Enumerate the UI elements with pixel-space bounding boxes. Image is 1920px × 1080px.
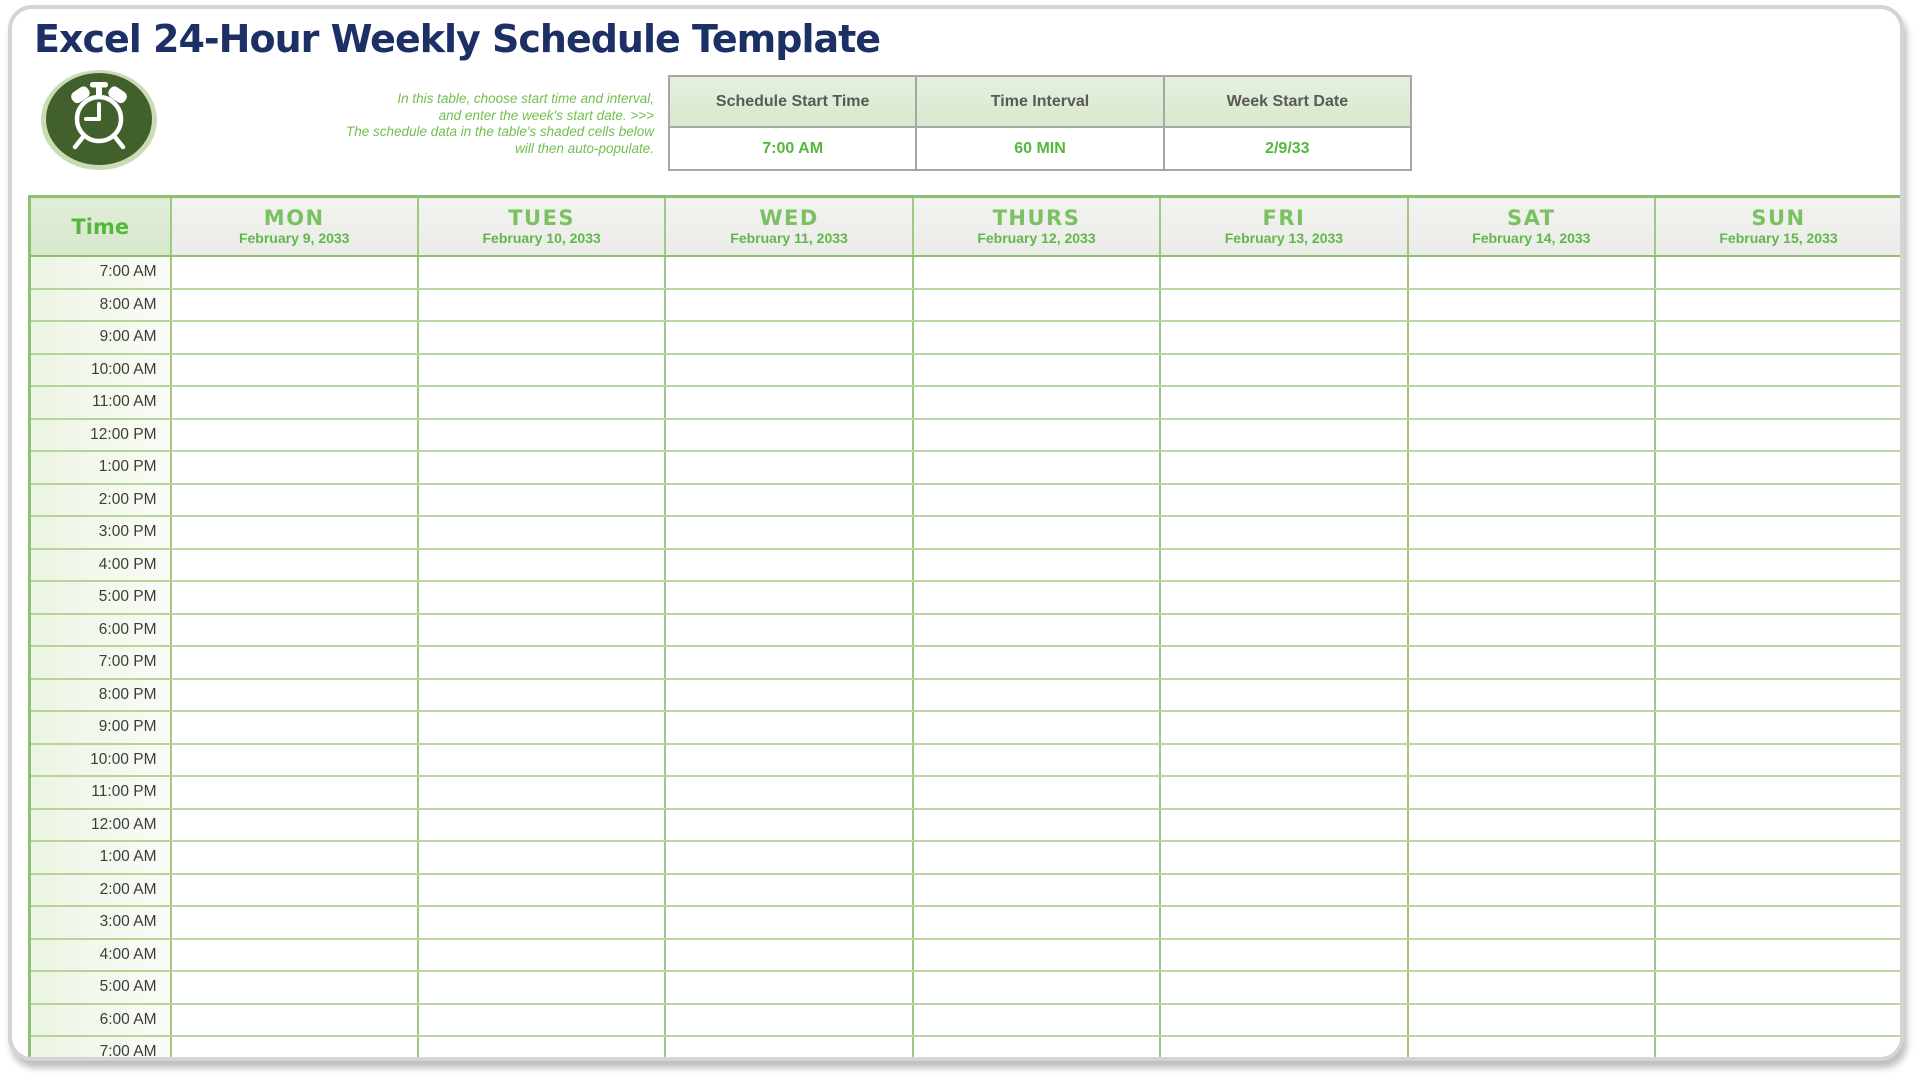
- schedule-slot-wed[interactable]: [665, 711, 912, 744]
- day-header-thurs: [913, 197, 1160, 257]
- schedule-slot-fri[interactable]: [1160, 614, 1407, 647]
- schedule-row: [30, 971, 1903, 1004]
- schedule-slot-sun[interactable]: [1655, 451, 1902, 484]
- schedule-slot-thurs[interactable]: [913, 321, 1160, 354]
- start-time-value-cell[interactable]: 7:00 AM: [669, 127, 916, 170]
- schedule-slot-wed[interactable]: [665, 1036, 912, 1061]
- schedule-slot-wed[interactable]: [665, 386, 912, 419]
- schedule-row: [30, 1004, 1903, 1037]
- schedule-slot-mon[interactable]: [171, 354, 418, 387]
- instructions-note: [302, 91, 654, 157]
- schedule-slot-sat[interactable]: [1408, 776, 1655, 809]
- instructions-line: and enter the week's start date. >>>: [438, 107, 654, 123]
- schedule-slot-wed[interactable]: [665, 549, 912, 582]
- schedule-slot-sat[interactable]: [1408, 354, 1655, 387]
- schedule-slot-wed[interactable]: [665, 256, 912, 289]
- schedule-slot-thurs[interactable]: [913, 581, 1160, 614]
- schedule-slot-sat[interactable]: [1408, 484, 1655, 517]
- schedule-slot-tues[interactable]: [418, 614, 665, 647]
- schedule-slot-sat[interactable]: [1408, 386, 1655, 419]
- time-label: 10:00 AM: [30, 354, 171, 387]
- schedule-slot-fri[interactable]: [1160, 386, 1407, 419]
- schedule-slot-sun[interactable]: [1655, 516, 1902, 549]
- schedule-slot-fri[interactable]: [1160, 549, 1407, 582]
- day-date: February 13, 2033: [1224, 230, 1344, 246]
- day-name: SAT: [1507, 206, 1556, 230]
- schedule-slot-sun[interactable]: [1655, 939, 1902, 972]
- schedule-slot-thurs[interactable]: [913, 484, 1160, 517]
- schedule-slot-mon[interactable]: [171, 906, 418, 939]
- schedule-slot-thurs[interactable]: [913, 939, 1160, 972]
- schedule-row: [30, 809, 1903, 842]
- schedule-slot-tues[interactable]: [418, 321, 665, 354]
- schedule-slot-sun[interactable]: [1655, 809, 1902, 842]
- schedule-slot-wed[interactable]: [665, 614, 912, 647]
- schedule-slot-sun[interactable]: [1655, 256, 1902, 289]
- schedule-slot-mon[interactable]: [171, 744, 418, 777]
- schedule-slot-tues[interactable]: [418, 809, 665, 842]
- schedule-slot-thurs[interactable]: [913, 841, 1160, 874]
- time-label: 2:00 AM: [30, 874, 171, 907]
- interval-value-cell[interactable]: 60 MIN: [916, 127, 1163, 170]
- schedule-slot-mon[interactable]: [171, 256, 418, 289]
- schedule-slot-mon[interactable]: [171, 484, 418, 517]
- day-date: February 9, 2033: [238, 230, 350, 246]
- page-title: Excel 24-Hour Weekly Schedule Template: [34, 17, 881, 61]
- schedule-slot-sun[interactable]: [1655, 744, 1902, 777]
- schedule-slot-sat[interactable]: [1408, 419, 1655, 452]
- schedule-row: [30, 939, 1903, 972]
- time-label: 12:00 PM: [30, 419, 171, 452]
- schedule-slot-wed[interactable]: [665, 776, 912, 809]
- schedule-slot-mon[interactable]: [171, 321, 418, 354]
- schedule-slot-wed[interactable]: [665, 809, 912, 842]
- schedule-row: [30, 321, 1903, 354]
- schedule-slot-fri[interactable]: [1160, 256, 1407, 289]
- schedule-slot-tues[interactable]: [418, 256, 665, 289]
- schedule-row: [30, 289, 1903, 322]
- schedule-slot-sun[interactable]: [1655, 776, 1902, 809]
- schedule-slot-mon[interactable]: [171, 386, 418, 419]
- day-header-sun: [1655, 197, 1902, 257]
- time-label: 12:00 AM: [30, 809, 171, 842]
- time-label: 8:00 PM: [30, 679, 171, 712]
- schedule-slot-wed[interactable]: [665, 939, 912, 972]
- schedule-slot-mon[interactable]: [171, 289, 418, 322]
- schedule-slot-tues[interactable]: [418, 516, 665, 549]
- schedule-slot-sun[interactable]: [1655, 1004, 1902, 1037]
- schedule-slot-thurs[interactable]: [913, 256, 1160, 289]
- schedule-slot-wed[interactable]: [665, 484, 912, 517]
- schedule-row: [30, 841, 1903, 874]
- time-column-header: Time: [30, 197, 171, 257]
- schedule-slot-thurs[interactable]: [913, 289, 1160, 322]
- schedule-slot-fri[interactable]: [1160, 841, 1407, 874]
- schedule-row: [30, 386, 1903, 419]
- schedule-slot-mon[interactable]: [171, 1004, 418, 1037]
- schedule-slot-sun[interactable]: [1655, 581, 1902, 614]
- schedule-slot-fri[interactable]: [1160, 1004, 1407, 1037]
- schedule-slot-tues[interactable]: [418, 939, 665, 972]
- schedule-slot-sat[interactable]: [1408, 581, 1655, 614]
- schedule-slot-sun[interactable]: [1655, 549, 1902, 582]
- schedule-slot-sun[interactable]: [1655, 419, 1902, 452]
- schedule-slot-tues[interactable]: [418, 419, 665, 452]
- schedule-slot-thurs[interactable]: [913, 549, 1160, 582]
- schedule-slot-wed[interactable]: [665, 451, 912, 484]
- schedule-slot-tues[interactable]: [418, 971, 665, 1004]
- day-name: MON: [263, 206, 325, 230]
- schedule-slot-mon[interactable]: [171, 776, 418, 809]
- schedule-slot-sun[interactable]: [1655, 386, 1902, 419]
- schedule-slot-tues[interactable]: [418, 386, 665, 419]
- schedule-slot-tues[interactable]: [418, 744, 665, 777]
- schedule-slot-wed[interactable]: [665, 419, 912, 452]
- schedule-slot-tues[interactable]: [418, 874, 665, 907]
- time-label: 1:00 PM: [30, 451, 171, 484]
- alarm-clock-icon: [38, 67, 160, 173]
- schedule-slot-tues[interactable]: [418, 354, 665, 387]
- schedule-slot-tues[interactable]: [418, 1004, 665, 1037]
- time-label: 8:00 AM: [30, 289, 171, 322]
- time-label: 6:00 AM: [30, 1004, 171, 1037]
- schedule-slot-thurs[interactable]: [913, 776, 1160, 809]
- schedule-slot-fri[interactable]: [1160, 744, 1407, 777]
- schedule-slot-sat[interactable]: [1408, 549, 1655, 582]
- day-date: February 11, 2033: [730, 230, 848, 246]
- schedule-slot-fri[interactable]: [1160, 646, 1407, 679]
- schedule-slot-tues[interactable]: [418, 679, 665, 712]
- schedule-slot-tues[interactable]: [418, 646, 665, 679]
- schedule-slot-wed[interactable]: [665, 906, 912, 939]
- schedule-slot-sun[interactable]: [1655, 711, 1902, 744]
- schedule-slot-sat[interactable]: [1408, 939, 1655, 972]
- schedule-slot-sat[interactable]: [1408, 289, 1655, 322]
- time-label: 7:00 AM: [30, 256, 171, 289]
- schedule-slot-mon[interactable]: [171, 646, 418, 679]
- schedule-slot-fri[interactable]: [1160, 451, 1407, 484]
- schedule-slot-sun[interactable]: [1655, 679, 1902, 712]
- schedule-slot-wed[interactable]: [665, 744, 912, 777]
- time-label: 5:00 PM: [30, 581, 171, 614]
- schedule-slot-sat[interactable]: [1408, 646, 1655, 679]
- settings-value-row: [669, 127, 1411, 170]
- schedule-row: [30, 256, 1903, 289]
- schedule-slot-tues[interactable]: [418, 484, 665, 517]
- schedule-row: [30, 419, 1903, 452]
- schedule-slot-sat[interactable]: [1408, 614, 1655, 647]
- schedule-slot-fri[interactable]: [1160, 1036, 1407, 1061]
- schedule-slot-tues[interactable]: [418, 841, 665, 874]
- schedule-slot-tues[interactable]: [418, 906, 665, 939]
- schedule-slot-sun[interactable]: [1655, 971, 1902, 1004]
- settings-table: [668, 75, 1412, 171]
- schedule-slot-mon[interactable]: [171, 419, 418, 452]
- schedule-table: [28, 195, 1904, 1061]
- schedule-slot-thurs[interactable]: [913, 744, 1160, 777]
- worksheet-card: [8, 5, 1904, 1061]
- schedule-slot-mon[interactable]: [171, 516, 418, 549]
- schedule-slot-wed[interactable]: [665, 679, 912, 712]
- settings-header-interval: Time Interval: [916, 76, 1163, 127]
- schedule-slot-fri[interactable]: [1160, 354, 1407, 387]
- schedule-slot-fri[interactable]: [1160, 484, 1407, 517]
- schedule-slot-sat[interactable]: [1408, 321, 1655, 354]
- day-name: FRI: [1262, 206, 1306, 230]
- schedule-slot-sun[interactable]: [1655, 1036, 1902, 1061]
- schedule-slot-tues[interactable]: [418, 451, 665, 484]
- schedule-slot-wed[interactable]: [665, 1004, 912, 1037]
- schedule-slot-tues[interactable]: [418, 776, 665, 809]
- schedule-row: [30, 679, 1903, 712]
- time-label: 9:00 PM: [30, 711, 171, 744]
- schedule-slot-thurs[interactable]: [913, 419, 1160, 452]
- schedule-slot-thurs[interactable]: [913, 386, 1160, 419]
- schedule-slot-mon[interactable]: [171, 711, 418, 744]
- schedule-slot-tues[interactable]: [418, 289, 665, 322]
- schedule-slot-fri[interactable]: [1160, 679, 1407, 712]
- instructions-line: The schedule data in the table's shaded cells below: [345, 124, 654, 139]
- schedule-slot-sun[interactable]: [1655, 906, 1902, 939]
- day-header-mon: [171, 197, 418, 257]
- schedule-slot-mon[interactable]: [171, 939, 418, 972]
- schedule-slot-mon[interactable]: [171, 841, 418, 874]
- schedule-slot-wed[interactable]: [665, 516, 912, 549]
- time-label: 3:00 AM: [30, 906, 171, 939]
- schedule-slot-sat[interactable]: [1408, 516, 1655, 549]
- schedule-slot-wed[interactable]: [665, 321, 912, 354]
- schedule-row: [30, 516, 1903, 549]
- schedule-slot-wed[interactable]: [665, 646, 912, 679]
- schedule-slot-wed[interactable]: [665, 841, 912, 874]
- time-label: 7:00 PM: [30, 646, 171, 679]
- instructions-line: In this table, choose start time and interval,: [397, 91, 654, 106]
- day-header-wed: [665, 197, 912, 257]
- schedule-slot-sun[interactable]: [1655, 646, 1902, 679]
- schedule-slot-fri[interactable]: [1160, 516, 1407, 549]
- schedule-slot-sun[interactable]: [1655, 841, 1902, 874]
- schedule-slot-sun[interactable]: [1655, 484, 1902, 517]
- day-date: February 12, 2033: [977, 230, 1096, 246]
- schedule-slot-mon[interactable]: [171, 679, 418, 712]
- schedule-slot-thurs[interactable]: [913, 679, 1160, 712]
- schedule-slot-sat[interactable]: [1408, 711, 1655, 744]
- schedule-row: [30, 906, 1903, 939]
- schedule-slot-thurs[interactable]: [913, 614, 1160, 647]
- schedule-slot-sat[interactable]: [1408, 906, 1655, 939]
- schedule-slot-thurs[interactable]: [913, 906, 1160, 939]
- schedule-row: [30, 354, 1903, 387]
- schedule-row: [30, 776, 1903, 809]
- schedule-slot-mon[interactable]: [171, 549, 418, 582]
- schedule-slot-fri[interactable]: [1160, 809, 1407, 842]
- schedule-slot-thurs[interactable]: [913, 354, 1160, 387]
- schedule-slot-mon[interactable]: [171, 1036, 418, 1061]
- schedule-row: [30, 874, 1903, 907]
- week-start-value-cell[interactable]: 2/9/33: [1164, 127, 1411, 170]
- schedule-slot-sat[interactable]: [1408, 679, 1655, 712]
- schedule-slot-sun[interactable]: [1655, 289, 1902, 322]
- schedule-slot-fri[interactable]: [1160, 939, 1407, 972]
- schedule-row: [30, 711, 1903, 744]
- time-label: 5:00 AM: [30, 971, 171, 1004]
- schedule-slot-thurs[interactable]: [913, 516, 1160, 549]
- schedule-row: [30, 614, 1903, 647]
- day-name: TUES: [508, 206, 576, 230]
- day-date: February 15, 2033: [1719, 230, 1838, 246]
- schedule-slot-fri[interactable]: [1160, 289, 1407, 322]
- schedule-slot-fri[interactable]: [1160, 776, 1407, 809]
- schedule-slot-sat[interactable]: [1408, 1036, 1655, 1061]
- time-label: 3:00 PM: [30, 516, 171, 549]
- schedule-slot-sun[interactable]: [1655, 874, 1902, 907]
- schedule-slot-thurs[interactable]: [913, 809, 1160, 842]
- schedule-row: [30, 549, 1903, 582]
- day-header-fri: [1160, 197, 1407, 257]
- schedule-slot-fri[interactable]: [1160, 874, 1407, 907]
- schedule-slot-sat[interactable]: [1408, 1004, 1655, 1037]
- schedule-slot-fri[interactable]: [1160, 906, 1407, 939]
- schedule-slot-fri[interactable]: [1160, 321, 1407, 354]
- schedule-slot-fri[interactable]: [1160, 419, 1407, 452]
- instructions-line: will then auto-populate.: [515, 140, 654, 156]
- schedule-slot-wed[interactable]: [665, 354, 912, 387]
- schedule-slot-sat[interactable]: [1408, 971, 1655, 1004]
- day-date: February 10, 2033: [482, 230, 601, 246]
- time-label: 6:00 PM: [30, 614, 171, 647]
- schedule-slot-tues[interactable]: [418, 1036, 665, 1061]
- schedule-slot-sat[interactable]: [1408, 451, 1655, 484]
- schedule-row: [30, 451, 1903, 484]
- schedule-slot-sat[interactable]: [1408, 874, 1655, 907]
- day-name: WED: [759, 206, 819, 230]
- schedule-row: [30, 744, 1903, 777]
- schedule-slot-mon[interactable]: [171, 971, 418, 1004]
- day-name: SUN: [1751, 206, 1806, 230]
- schedule-slot-wed[interactable]: [665, 874, 912, 907]
- schedule-slot-wed[interactable]: [665, 289, 912, 322]
- schedule-slot-fri[interactable]: [1160, 581, 1407, 614]
- schedule-slot-tues[interactable]: [418, 549, 665, 582]
- day-header-tues: [418, 197, 665, 257]
- schedule-row: [30, 581, 1903, 614]
- time-label: 4:00 PM: [30, 549, 171, 582]
- schedule-slot-mon[interactable]: [171, 451, 418, 484]
- schedule-slot-thurs[interactable]: [913, 646, 1160, 679]
- schedule-slot-thurs[interactable]: [913, 1004, 1160, 1037]
- schedule-slot-mon[interactable]: [171, 581, 418, 614]
- schedule-row: [30, 484, 1903, 517]
- schedule-slot-mon[interactable]: [171, 614, 418, 647]
- time-label: 2:00 PM: [30, 484, 171, 517]
- schedule-slot-fri[interactable]: [1160, 711, 1407, 744]
- settings-header-start-time: Schedule Start Time: [669, 76, 916, 127]
- schedule-row: [30, 1036, 1903, 1061]
- settings-header-row: [669, 76, 1411, 127]
- schedule-slot-sun[interactable]: [1655, 614, 1902, 647]
- schedule-row: [30, 646, 1903, 679]
- time-label: 11:00 AM: [30, 386, 171, 419]
- schedule-slot-tues[interactable]: [418, 711, 665, 744]
- day-date: February 14, 2033: [1472, 230, 1591, 246]
- schedule-header-row: [30, 197, 1903, 257]
- schedule-slot-wed[interactable]: [665, 581, 912, 614]
- schedule-slot-thurs[interactable]: [913, 971, 1160, 1004]
- schedule-slot-sun[interactable]: [1655, 321, 1902, 354]
- schedule-slot-sun[interactable]: [1655, 354, 1902, 387]
- schedule-slot-thurs[interactable]: [913, 1036, 1160, 1061]
- schedule-slot-tues[interactable]: [418, 581, 665, 614]
- schedule-slot-mon[interactable]: [171, 809, 418, 842]
- time-label: 10:00 PM: [30, 744, 171, 777]
- schedule-slot-mon[interactable]: [171, 874, 418, 907]
- schedule-slot-sat[interactable]: [1408, 809, 1655, 842]
- day-header-sat: [1408, 197, 1655, 257]
- schedule-slot-thurs[interactable]: [913, 874, 1160, 907]
- day-name: THURS: [992, 206, 1081, 230]
- time-label: 9:00 AM: [30, 321, 171, 354]
- schedule-slot-thurs[interactable]: [913, 451, 1160, 484]
- time-label: 4:00 AM: [30, 939, 171, 972]
- schedule-slot-sat[interactable]: [1408, 841, 1655, 874]
- time-label: 7:00 AM: [30, 1036, 171, 1061]
- time-label: 11:00 PM: [30, 776, 171, 809]
- schedule-slot-fri[interactable]: [1160, 971, 1407, 1004]
- settings-header-week-start: Week Start Date: [1164, 76, 1411, 127]
- schedule-slot-sat[interactable]: [1408, 256, 1655, 289]
- schedule-slot-thurs[interactable]: [913, 711, 1160, 744]
- schedule-slot-wed[interactable]: [665, 971, 912, 1004]
- schedule-slot-sat[interactable]: [1408, 744, 1655, 777]
- time-label: 1:00 AM: [30, 841, 171, 874]
